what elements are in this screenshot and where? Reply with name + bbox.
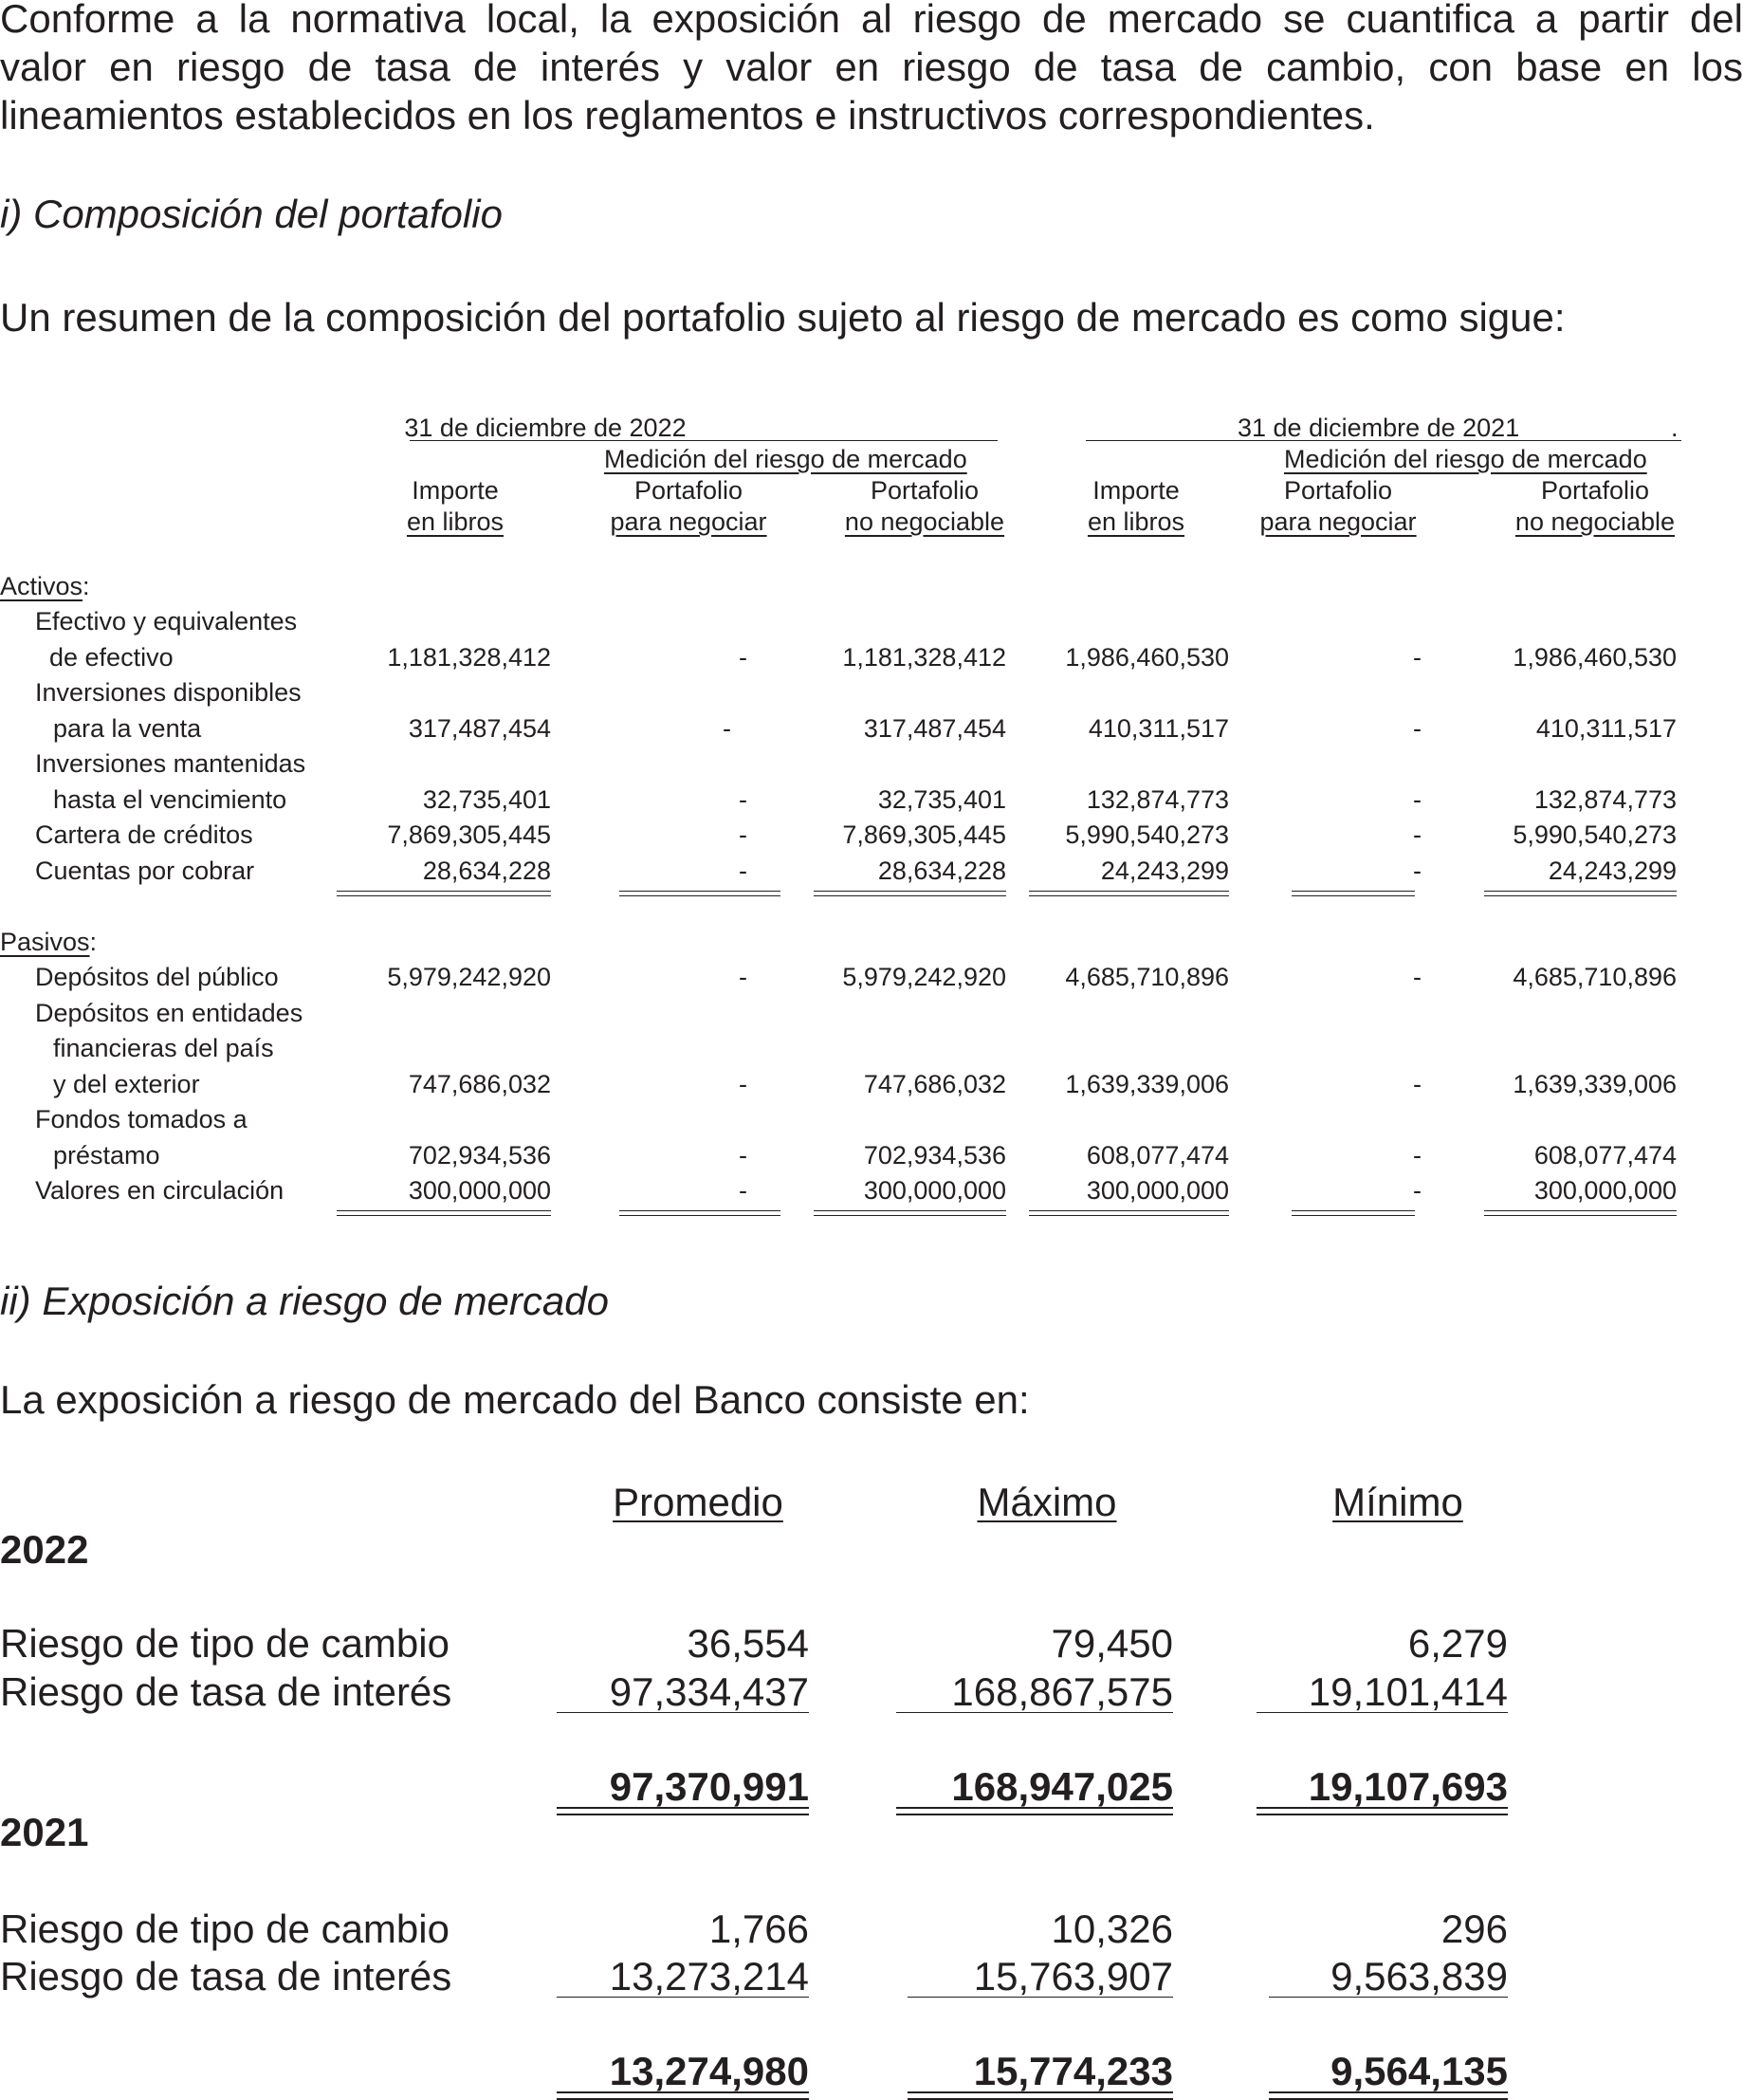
activos-row-value: 32,735,401 <box>877 784 1006 814</box>
pasivos-row-value: 702,934,536 <box>408 1140 551 1170</box>
pasivos-row-value: - <box>739 1069 747 1098</box>
col-header-promedio <box>556 1480 840 1525</box>
exposure-row-value: 15,763,907 <box>973 1954 1173 1999</box>
section-heading-exposure: ii) Exposición a riesgo de mercado <box>0 1279 609 1323</box>
col-subheader-text-no-negociable-2022: no negociable <box>844 507 1005 536</box>
pasivos-row-value: 702,934,536 <box>863 1140 1006 1170</box>
exposure-row-value: 6,279 <box>1407 1621 1508 1666</box>
pasivos-row-value: 608,077,474 <box>1533 1140 1677 1170</box>
intro-line: lineamientos establecidos en los reglamentos e instructivos correspondientes. <box>0 93 1375 138</box>
activos-row-value: 317,487,454 <box>863 713 1006 743</box>
activos-row-value: 28,634,228 <box>422 856 551 885</box>
col-subheader-no-negociable-2021 <box>1453 507 1737 537</box>
exposure-row-label: Riesgo de tipo de cambio <box>0 1621 450 1666</box>
activos-row-label: Cartera de créditos <box>35 820 253 849</box>
activos-row-value: 28,634,228 <box>877 856 1006 885</box>
col-header-maximo <box>905 1480 1189 1525</box>
activos-row-value: 410,311,517 <box>1535 713 1677 743</box>
exposure-row-value: 1,766 <box>708 1907 809 1951</box>
col-header-promedio-text: Promedio <box>613 1480 783 1524</box>
pasivos-row-value: - <box>739 1140 747 1170</box>
activos-row-label: para la venta <box>53 713 202 743</box>
activos-total-rule <box>814 891 1006 896</box>
pasivos-row-value: 1,639,339,006 <box>1065 1069 1229 1098</box>
activos-row-value: 7,869,305,445 <box>387 820 551 849</box>
activos-row-value: 32,735,401 <box>422 784 551 814</box>
activos-row-label: Inversiones disponibles <box>35 678 302 707</box>
pasivos-label-text: Pasivos <box>0 928 90 956</box>
exposure-row-value: 36,554 <box>687 1621 809 1666</box>
col-header-negociar-2022: Portafolio <box>633 476 743 505</box>
medicion-label-2022: Medición del riesgo de mercado <box>604 445 967 473</box>
col-subheader-negociar-2021 <box>1196 507 1480 537</box>
subtotal-rule <box>557 1997 809 1998</box>
exposure-row-value: 9,563,839 <box>1330 1954 1508 1999</box>
activos-total-rule <box>1029 891 1229 896</box>
pasivos-row-value: 300,000,000 <box>863 1176 1006 1205</box>
pasivos-total-rule <box>1484 1210 1677 1216</box>
pasivos-row-value: - <box>1413 963 1422 991</box>
intro-line: Conforme a la normativa local, la exposición al riesgo de mercado se cuantifica a partir del <box>0 0 1743 41</box>
exposure-row-value: 10,326 <box>1051 1907 1173 1951</box>
exposure-row-value: 79,450 <box>1051 1621 1173 1666</box>
pasivos-row-label: y del exterior <box>53 1069 200 1098</box>
activos-row-value: 410,311,517 <box>1088 713 1229 743</box>
col-header-importe-2022: Importe <box>412 476 499 505</box>
exposure-row-value: 168,867,575 <box>951 1669 1173 1714</box>
total-double-rule <box>557 1807 809 1815</box>
exposure-row-value: 97,334,437 <box>609 1669 809 1714</box>
activos-row-value: - <box>739 642 747 672</box>
pasivos-row-value: - <box>739 1176 747 1205</box>
pasivos-row-value: 300,000,000 <box>1086 1176 1229 1205</box>
activos-label <box>0 572 90 601</box>
section-lead-portfolio: Un resumen de la composición del portafolio sujeto al riesgo de mercado es como sigue: <box>0 295 1566 340</box>
total-promedio-2022: 97,370,991 <box>609 1764 809 1809</box>
pasivos-row-label: Depósitos del público <box>35 963 279 991</box>
exposure-row-label: Riesgo de tasa de interés <box>0 1669 452 1714</box>
col-header-minimo <box>1256 1480 1540 1525</box>
pasivos-row-label: Depósitos en entidades <box>35 998 303 1027</box>
activos-row-value: - <box>1413 713 1422 743</box>
pasivos-row-value: 300,000,000 <box>1533 1176 1677 1205</box>
pasivos-total-rule <box>619 1210 780 1216</box>
pasivos-row-label: financieras del país <box>53 1034 274 1062</box>
activos-row-label: Efectivo y equivalentes <box>35 607 298 636</box>
activos-total-rule <box>337 891 551 896</box>
activos-total-rule <box>1484 891 1677 896</box>
year-label-2022: 2022 <box>0 1527 89 1572</box>
pasivos-row-value: - <box>1413 1140 1422 1170</box>
activos-row-value: 1,181,328,412 <box>842 642 1006 672</box>
period-2021: 31 de diciembre de 2021 <box>1238 414 1520 442</box>
activos-total-rule <box>619 891 780 896</box>
activos-row-value: 7,869,305,445 <box>842 820 1006 849</box>
activos-row-value: 132,874,773 <box>1086 784 1229 814</box>
section-heading-portfolio: i) Composición del portafolio <box>0 192 503 236</box>
activos-row-value: - <box>1413 856 1422 885</box>
pasivos-row-label: Valores en circulación <box>35 1176 284 1205</box>
activos-row-value: 24,243,299 <box>1100 856 1229 885</box>
activos-row-value: - <box>739 784 747 814</box>
col-header-no-negociable-2021: Portafolio <box>1540 476 1650 505</box>
pasivos-total-rule <box>1292 1210 1415 1216</box>
pasivos-total-rule <box>337 1210 551 1216</box>
activos-row-value: 1,986,460,530 <box>1065 642 1229 672</box>
activos-row-value: 132,874,773 <box>1533 784 1677 814</box>
exposure-row-label: Riesgo de tasa de interés <box>0 1954 452 1999</box>
activos-row-value: 5,990,540,273 <box>1513 820 1677 849</box>
activos-row-value: - <box>723 713 731 743</box>
activos-row-value: 1,986,460,530 <box>1513 642 1677 672</box>
total-maximo-2021: 15,774,233 <box>973 2049 1173 2093</box>
total-minimo-2021: 9,564,135 <box>1330 2049 1508 2093</box>
pasivos-row-label: Fondos tomados a <box>35 1105 248 1133</box>
activos-row-label: Cuentas por cobrar <box>35 856 255 885</box>
exposure-row-value: 13,273,214 <box>609 1954 809 1999</box>
year-label-2021: 2021 <box>0 1810 89 1854</box>
pasivos-row-value: 5,979,242,920 <box>842 963 1006 991</box>
pasivos-total-rule <box>1029 1210 1229 1216</box>
exposure-row-label: Riesgo de tipo de cambio <box>0 1907 450 1951</box>
activos-row-value: - <box>1413 820 1422 849</box>
col-header-maximo-text: Máximo <box>977 1480 1117 1524</box>
medicion-label-2021: Medición del riesgo de mercado <box>1284 445 1647 473</box>
pasivos-total-rule <box>814 1210 1006 1216</box>
activos-row-label: de efectivo <box>49 642 174 672</box>
subtotal-rule <box>1269 1997 1508 1998</box>
pasivos-row-value: 4,685,710,896 <box>1513 963 1677 991</box>
activos-total-rule <box>1292 891 1415 896</box>
pasivos-row-value: 1,639,339,006 <box>1513 1069 1677 1098</box>
col-subheader-text-importe-2022: en libros <box>406 507 505 536</box>
total-promedio-2021: 13,274,980 <box>609 2049 809 2093</box>
col-subheader-text-negociar-2022: para negociar <box>610 507 767 536</box>
col-header-no-negociable-2022: Portafolio <box>870 476 980 505</box>
pasivos-label-colon: : <box>89 928 98 956</box>
intro-paragraph <box>0 0 1743 139</box>
pasivos-row-value: 608,077,474 <box>1086 1140 1229 1170</box>
activos-label-text: Activos <box>0 572 83 600</box>
pasivos-row-value: - <box>1413 1176 1422 1205</box>
pasivos-row-value: 300,000,000 <box>408 1176 551 1205</box>
total-double-rule <box>1257 1807 1508 1815</box>
section-lead-exposure: La exposición a riesgo de mercado del Banco consiste en: <box>0 1377 1030 1422</box>
col-header-importe-2021: Importe <box>1092 476 1180 505</box>
activos-row-value: 1,181,328,412 <box>387 642 551 672</box>
pasivos-row-value: 747,686,032 <box>863 1069 1006 1098</box>
activos-row-value: 317,487,454 <box>408 713 551 743</box>
exposure-row-value: 19,101,414 <box>1308 1669 1508 1714</box>
pasivos-label <box>0 928 97 957</box>
activos-row-value: 5,990,540,273 <box>1065 820 1229 849</box>
pasivos-row-value: 5,979,242,920 <box>387 963 551 991</box>
exposure-row-value: 296 <box>1440 1907 1508 1951</box>
subtotal-rule <box>1257 1712 1508 1713</box>
pasivos-row-value: - <box>1413 1069 1422 1098</box>
total-minimo-2022: 19,107,693 <box>1308 1764 1508 1809</box>
activos-row-label: hasta el vencimiento <box>53 784 287 814</box>
pasivos-row-value: - <box>739 963 747 991</box>
total-maximo-2022: 168,947,025 <box>951 1764 1173 1809</box>
col-subheader-text-no-negociable-2021: no negociable <box>1514 507 1676 536</box>
activos-row-value: 24,243,299 <box>1548 856 1677 885</box>
intro-line: valor en riesgo de tasa de interés y valor en riesgo de tasa de cambio, con base en los <box>0 45 1743 89</box>
activos-label-colon: : <box>83 572 90 600</box>
activos-row-value: - <box>1413 784 1422 814</box>
pasivos-row-label: préstamo <box>53 1140 160 1170</box>
subtotal-rule <box>557 1712 809 1713</box>
pasivos-row-value: 4,685,710,896 <box>1065 963 1229 991</box>
activos-row-label: Inversiones mantenidas <box>35 749 306 778</box>
col-subheader-text-importe-2021: en libros <box>1087 507 1185 536</box>
activos-row-value: - <box>739 820 747 849</box>
col-header-negociar-2021: Portafolio <box>1283 476 1393 505</box>
pasivos-row-value: 747,686,032 <box>408 1069 551 1098</box>
period-2021-dot: . <box>1671 414 1679 442</box>
activos-row-value: - <box>739 856 747 885</box>
col-header-minimo-text: Mínimo <box>1332 1480 1463 1524</box>
activos-row-value: - <box>1413 642 1422 672</box>
col-subheader-text-negociar-2021: para negociar <box>1259 507 1417 536</box>
